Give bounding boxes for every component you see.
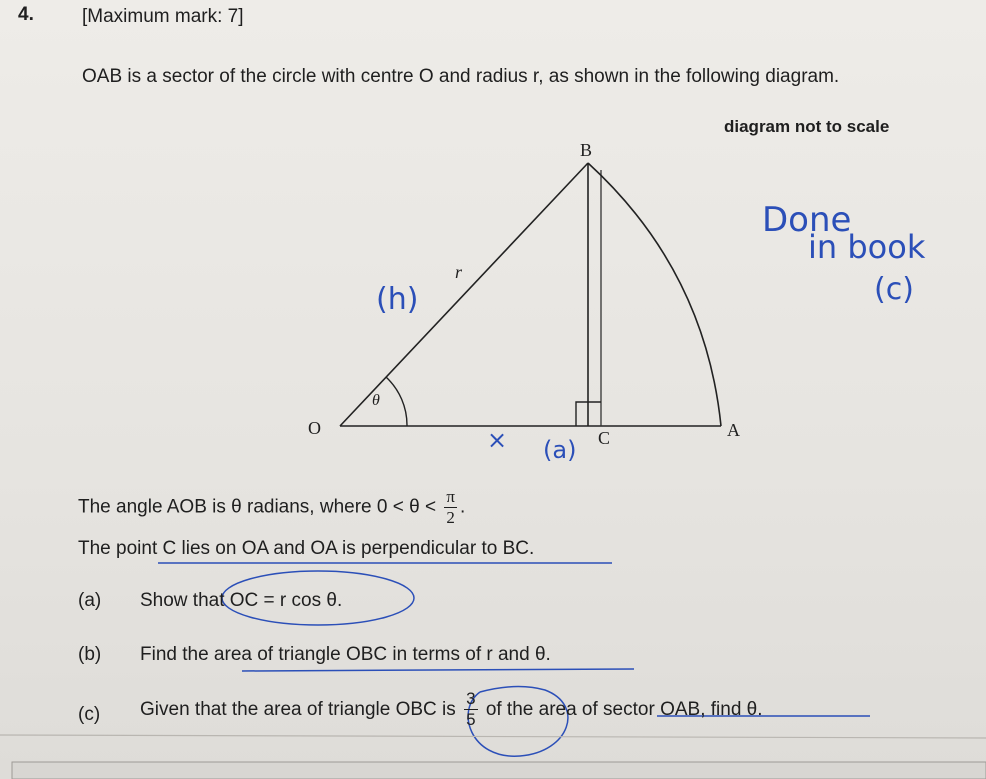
- label-b: B: [580, 140, 593, 160]
- part-a-text: Show that OC = r cos θ.: [140, 590, 343, 611]
- question-number: 4.: [18, 4, 34, 25]
- label-theta: θ: [372, 392, 380, 409]
- arc-ab: [588, 163, 721, 426]
- fraction-numerator: 3: [466, 689, 476, 708]
- three-fifths: [464, 689, 477, 730]
- label-r: r: [455, 262, 463, 282]
- label-c: C: [598, 428, 611, 448]
- pi-over-two: [444, 487, 457, 528]
- handwriting-c: (c): [874, 272, 914, 307]
- fraction-denominator: 5: [466, 710, 476, 729]
- max-mark: [Maximum mark: 7]: [82, 6, 244, 27]
- handwriting-h: (h): [376, 282, 419, 317]
- part-c-label: (c): [78, 704, 101, 725]
- part-c-pre: Given that the area of triangle OBC is: [140, 698, 456, 720]
- two-symbol: 2: [446, 508, 455, 527]
- handwriting-a: (a): [543, 436, 577, 464]
- part-c-text: [140, 689, 763, 730]
- question-intro: OAB is a sector of the circle with centre O and radius r, as shown in the following diagram.: [82, 66, 840, 87]
- next-page-strip: [12, 762, 986, 779]
- part-b-text: Find the area of triangle OBC in terms of r and θ.: [140, 644, 551, 665]
- underline-area-b: [242, 669, 634, 671]
- angle-statement: [78, 487, 465, 528]
- point-c-statement: The point C lies on OA and OA is perpendicular to BC.: [78, 538, 535, 559]
- handwriting-in-book: in book: [808, 228, 926, 266]
- handwriting-done: Done: [762, 200, 852, 240]
- angle-end: .: [459, 496, 466, 518]
- angle-arc: [386, 377, 407, 426]
- diagram-note: diagram not to scale: [724, 117, 890, 136]
- handwriting-x: ×: [487, 426, 508, 454]
- part-b-label: (b): [78, 644, 102, 665]
- label-a: A: [727, 420, 740, 440]
- part-a-label: (a): [78, 590, 102, 611]
- part-c-post: of the area of sector OAB, find θ.: [485, 698, 763, 720]
- angle-text: The angle AOB is θ radians, where 0 < θ <: [78, 496, 437, 518]
- label-o: O: [308, 418, 321, 438]
- pi-symbol: π: [446, 487, 455, 506]
- page-edge: [0, 735, 986, 738]
